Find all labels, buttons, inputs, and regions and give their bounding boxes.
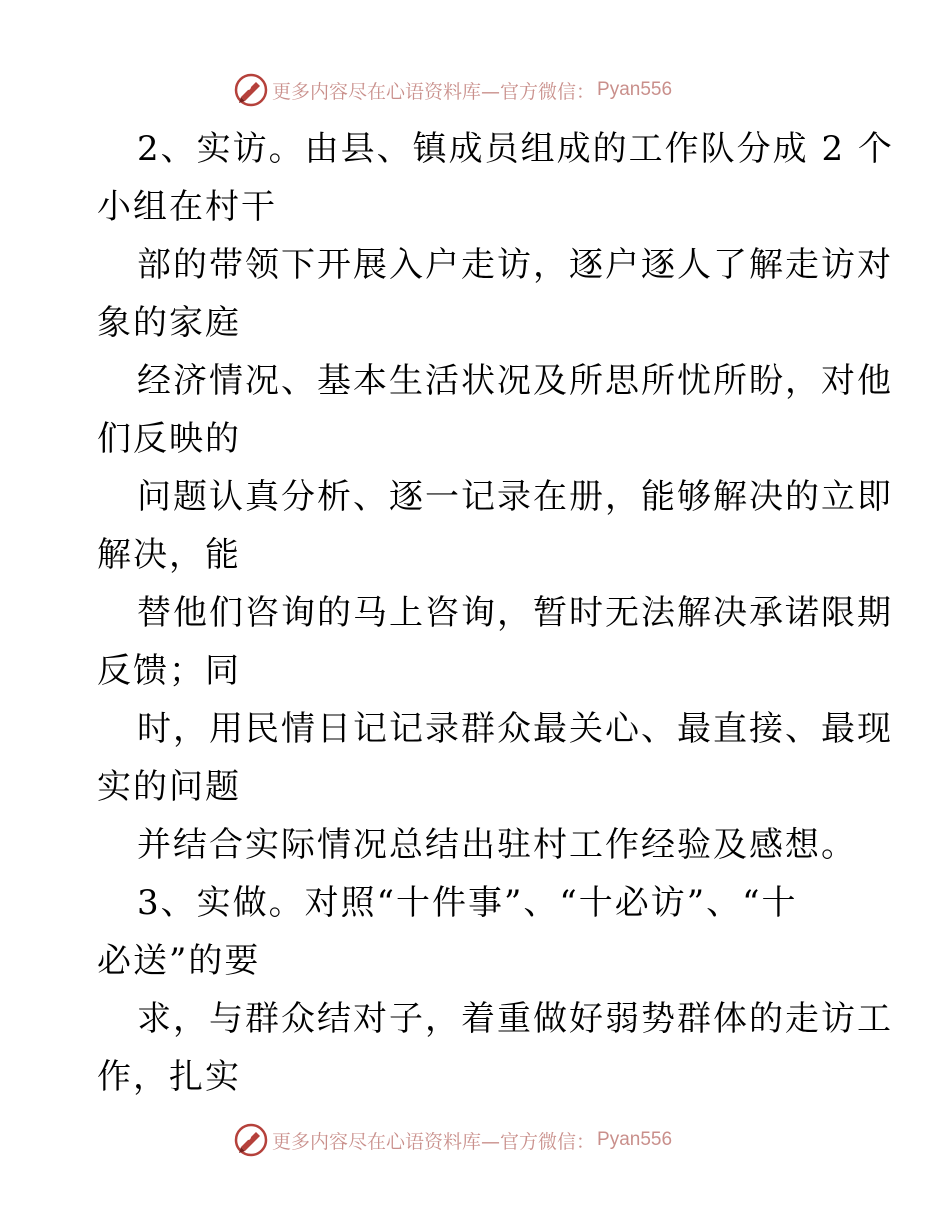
text-line: 求，与群众结对子，着重做好弱势群体的走访工 — [137, 999, 893, 1039]
text-line: 部的带领下开展入户走访，逐户逐人了解走访对 — [137, 245, 893, 285]
text-line: 必送”的要 — [97, 941, 261, 981]
text-line: 们反映的 — [97, 419, 241, 459]
watermark-account: Pyan556 — [597, 79, 673, 100]
text-line: 象的家庭 — [97, 303, 241, 343]
text-line: 小组在村干 — [97, 187, 277, 227]
watermark-text: 更多内容尽在心语资料库—官方微信： — [272, 80, 596, 103]
text-line: 解决，能 — [97, 535, 241, 575]
text-line: 3、实做。对照“十件事”、“十必访”、“十 — [137, 883, 798, 923]
watermark-account: Pyan556 — [597, 1129, 673, 1150]
pen-logo-icon — [234, 1123, 268, 1157]
text-line: 2、实访。由县、镇成员组成的工作队分成 2 个 — [137, 129, 894, 169]
text-line: 并结合实际情况总结出驻村工作经验及感想。 — [137, 825, 857, 865]
text-line: 经济情况、基本生活状况及所思所忧所盼，对他 — [137, 361, 893, 401]
text-line: 作，扎实 — [97, 1057, 241, 1097]
text-line: 替他们咨询的马上咨询，暂时无法解决承诺限期 — [137, 593, 893, 633]
document-body — [97, 120, 894, 1106]
text-line: 时，用民情日记记录群众最关心、最直接、最现 — [137, 709, 893, 749]
header-watermark — [234, 72, 714, 108]
text-line: 问题认真分析、逐一记录在册，能够解决的立即 — [137, 477, 893, 517]
watermark-text: 更多内容尽在心语资料库—官方微信： — [272, 1130, 596, 1153]
text-line: 反馈；同 — [97, 651, 241, 691]
text-line: 实的问题 — [97, 767, 241, 807]
footer-watermark — [234, 1122, 714, 1158]
pen-logo-icon — [234, 73, 268, 107]
